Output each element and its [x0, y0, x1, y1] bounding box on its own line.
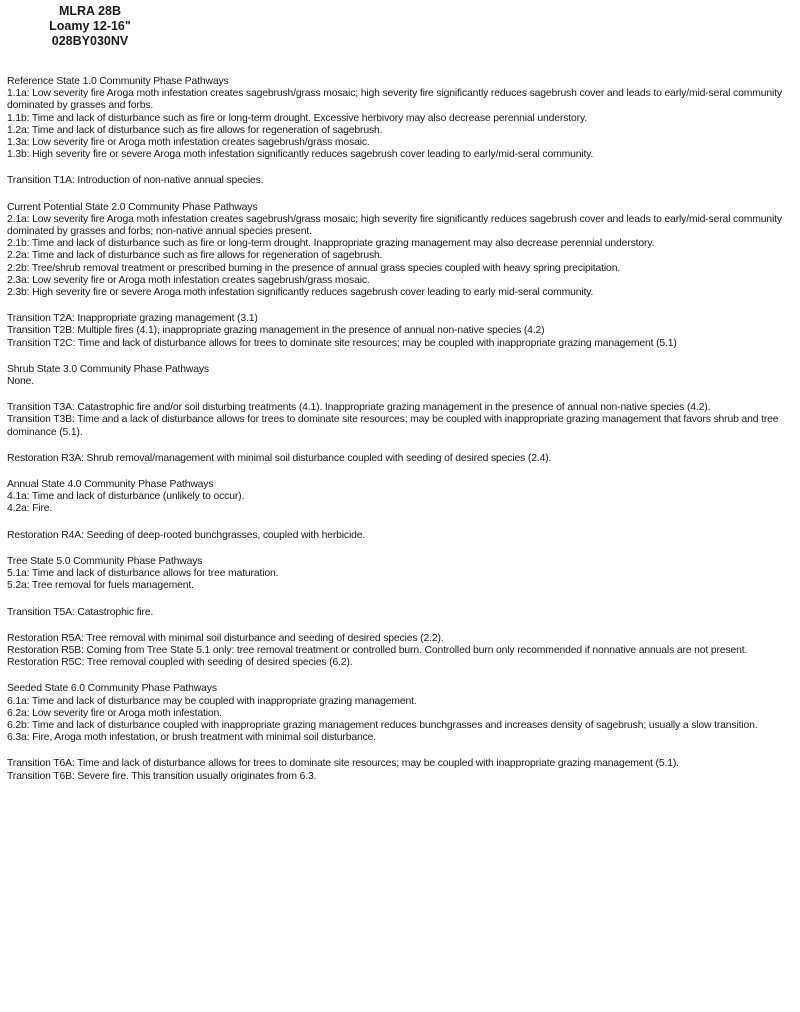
section-heading-line: Transition T5A: Catastrophic fire.: [7, 606, 154, 618]
narrative-section: [7, 683, 793, 744]
section-line: 1.3b: High severity fire or severe Aroga moth infestation significantly reduces sagebrush cover leading to early/mid-seral community.: [7, 149, 594, 161]
section-heading-line: Seeded State 6.0 Community Phase Pathways: [7, 683, 217, 695]
section-heading-line: Reference State 1.0 Community Phase Pathways: [7, 76, 229, 87]
section-line: 1.3a: Low severity fire or Aroga moth infestation creates sagebrush/grass mosaic.: [7, 137, 370, 149]
narrative-section: [7, 453, 793, 465]
section-line: 4.2a: Fire.: [7, 503, 53, 515]
narrative-section: [7, 76, 793, 161]
section-line: Transition T6B: Severe fire. This transition usually originates from 6.3.: [7, 770, 317, 782]
site-name: Loamy 12-16": [49, 19, 131, 33]
narrative-section: [7, 202, 793, 300]
section-heading-line: Transition T2A: Inappropriate grazing management (3.1): [7, 313, 258, 325]
narrative-section: [7, 313, 793, 350]
section-heading-line: Restoration R3A: Shrub removal/management with minimal soil disturbance coupled with seeding of desired species (2.4).: [7, 452, 552, 464]
mlra-label: MLRA 28B: [58, 4, 122, 18]
section-heading-line: Annual State 4.0 Community Phase Pathways: [7, 479, 214, 491]
narrative-section: [7, 364, 793, 388]
narrative-section: [7, 556, 793, 593]
section-line: 4.1a: Time and lack of disturbance (unlikely to occur).: [7, 491, 245, 503]
section-line: 6.2b: Time and lack of disturbance coupled with inappropriate grazing management reduces bunchgrasses and increases density of sagebrush; usually a slow transition.: [7, 719, 758, 731]
narrative-section: [7, 479, 793, 516]
section-line: 5.1a: Time and lack of disturbance allows for tree maturation.: [7, 568, 279, 580]
section-heading-line: Tree State 5.0 Community Phase Pathways: [7, 555, 203, 567]
section-heading-line: Restoration R5A: Tree removal with minimal soil disturbance and seeding of desired species (2.2).: [7, 632, 444, 644]
site-id: 028BY030NV: [51, 34, 129, 48]
section-line: 1.1a: Low severity fire Aroga moth infestation creates sagebrush/grass mosaic; high severity fire significantly reduces sagebrush cover and leads to early/mid-seral community dominated by grasses and forbs.: [7, 88, 782, 112]
section-line: 6.1a: Time and lack of disturbance may be coupled with inappropriate grazing management.: [7, 695, 417, 707]
section-line: Transition T3B: Time and a lack of disturbance allows for trees to dominate site resources; may be coupled with inappropriate grazing management that favors shrub and tree dominance (5.1).: [7, 414, 779, 438]
site-header: [40, 4, 140, 49]
section-line: 6.2a: Low severity fire or Aroga moth infestation.: [7, 707, 222, 719]
narrative-section: [7, 758, 793, 782]
section-heading-line: Current Potential State 2.0 Community Phase Pathways: [7, 201, 258, 213]
narrative-section: [7, 402, 793, 439]
section-line: Transition T2B: Multiple fires (4.1), inappropriate grazing management in the presence of annual non-native species (4.2): [7, 325, 545, 337]
section-line: Restoration R5C: Tree removal coupled with seeding of desired species (6.2).: [7, 657, 353, 669]
section-line: Transition T2C: Time and lack of disturbance allows for trees to dominate site resources; may be coupled with inappropriate grazing management (5.1): [7, 337, 677, 349]
section-heading-line: Transition T6A: Time and lack of disturbance allows for trees to dominate site resources; may be coupled with inappropriate grazing management (5.1).: [7, 758, 679, 770]
narrative-section: [7, 175, 793, 187]
section-heading-line: Shrub State 3.0 Community Phase Pathways: [7, 363, 209, 375]
section-line: None.: [7, 376, 34, 388]
section-line: 6.3a: Fire, Aroga moth infestation, or brush treatment with minimal soil disturbance.: [7, 732, 376, 744]
section-line: 2.2b: Tree/shrub removal treatment or prescribed burning in the presence of annual grass species coupled with heavy spring precipitation.: [7, 262, 621, 274]
section-line: 1.1b: Time and lack of disturbance such as fire or long-term drought. Excessive herbivory may also decrease perennial understory.: [7, 112, 587, 124]
section-heading-line: Transition T1A: Introduction of non-native annual species.: [7, 175, 264, 187]
section-heading-line: Transition T3A: Catastrophic fire and/or soil disturbing treatments (4.1). Inappropriate grazing management in the presence of annual non-native species (4.2).: [7, 402, 711, 414]
section-line: 2.1b: Time and lack of disturbance such as fire or long-term drought. Inappropriate grazing management may also decrease perennial understory.: [7, 238, 655, 250]
narrative-section: [7, 633, 793, 670]
section-line: 2.2a: Time and lack of disturbance such as fire allows for regeneration of sagebrush.: [7, 250, 383, 262]
section-line: Restoration R5B: Coming from Tree State 5.1 only: tree removal treatment or controlled burn. Controlled burn only recommended if nonnative annuals are not present.: [7, 644, 748, 656]
section-line: 2.3a: Low severity fire or Aroga moth infestation creates sagebrush/grass mosaic.: [7, 274, 370, 286]
section-line: 2.1a: Low severity fire Aroga moth infestation creates sagebrush/grass mosaic; high severity fire significantly reduces sagebrush cover and leads to early/mid-seral community dominated by grasses and forbs; non-native annual species present.: [7, 213, 782, 238]
pathway-narrative: [7, 76, 793, 797]
narrative-section: [7, 607, 793, 619]
section-line: 1.2a: Time and lack of disturbance such as fire allows for regeneration of sagebrush.: [7, 124, 383, 136]
section-heading-line: Restoration R4A: Seeding of deep-rooted bunchgrasses, coupled with herbicide.: [7, 529, 366, 541]
section-line: 2.3b: High severity fire or severe Aroga moth infestation significantly reduces sagebrush cover leading to early mid-seral community.: [7, 287, 594, 299]
narrative-section: [7, 530, 793, 542]
section-line: 5.2a: Tree removal for fuels management.: [7, 580, 194, 592]
